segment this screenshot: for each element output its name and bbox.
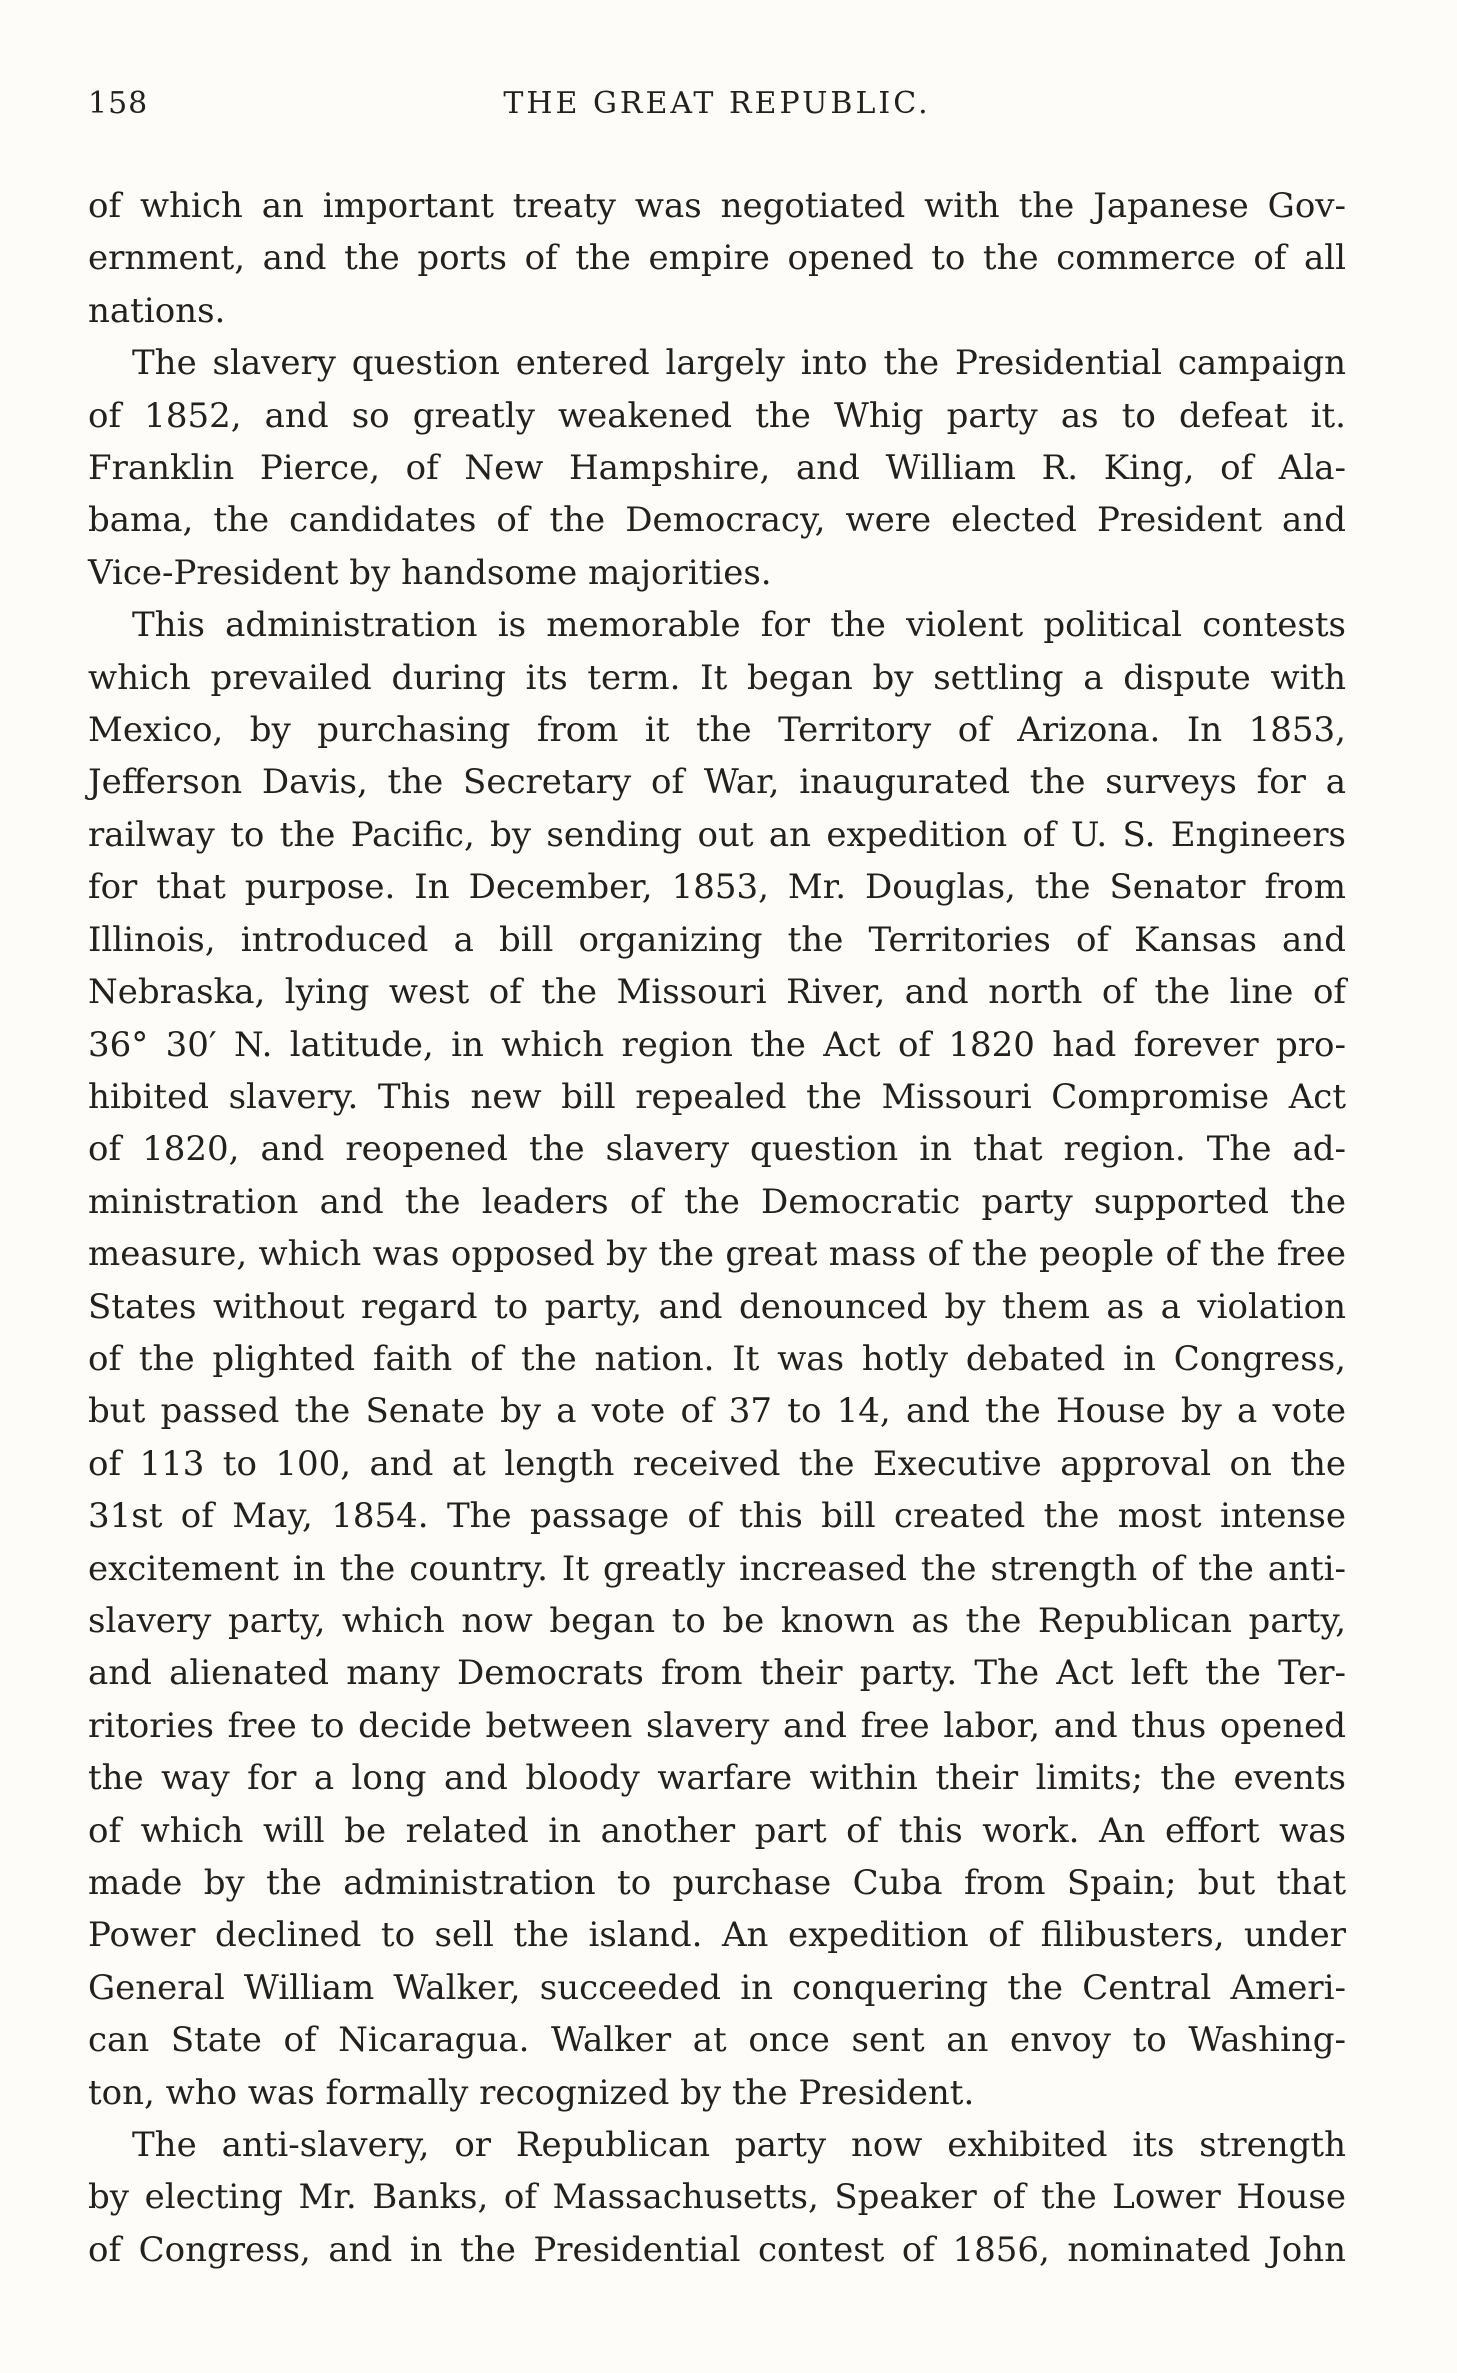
- paragraph: [88, 2119, 1346, 2276]
- paragraph: [88, 599, 1346, 2119]
- text-line: ton, who was formally recognized by the President.: [88, 2072, 975, 2113]
- text-line: but passed the Senate by a vote of 37 to 14, and the House by a vote: [88, 1391, 1346, 1432]
- text-line: nations.: [88, 290, 226, 331]
- text-line: of which will be related in another part of this work. An effort was: [88, 1810, 1346, 1851]
- text-line: Nebraska, lying west of the Missouri River, and north of the line of: [88, 972, 1346, 1013]
- text-line: Mexico, by purchasing from it the Territory of Arizona. In 1853,: [88, 710, 1346, 751]
- text-line: 31st of May, 1854. The passage of this bill created the most intense: [88, 1496, 1346, 1537]
- text-line: can State of Nicaragua. Walker at once sent an envoy to Washing-: [88, 2020, 1346, 2061]
- text-line: The slavery question entered largely into the Presidential campaign: [132, 343, 1346, 384]
- text-line: of 1852, and so greatly weakened the Whig party as to defeat it.: [88, 395, 1346, 436]
- text-line: slavery party, which now began to be known as the Republican party,: [88, 1600, 1346, 1641]
- book-page: [88, 86, 1346, 2276]
- text-line: of 1820, and reopened the slavery question in that region. The ad-: [88, 1129, 1346, 1170]
- text-line: excitement in the country. It greatly increased the strength of the anti-: [88, 1548, 1346, 1589]
- running-title: THE GREAT REPUBLIC.: [503, 86, 931, 121]
- text-line: 36° 30′ N. latitude, in which region the Act of 1820 had forever pro-: [88, 1024, 1346, 1065]
- text-line: ernment, and the ports of the empire opened to the commerce of all: [88, 238, 1346, 279]
- text-line: Franklin Pierce, of New Hampshire, and William R. King, of Ala-: [88, 448, 1346, 489]
- text-line: the way for a long and bloody warfare within their limits; the events: [88, 1758, 1346, 1799]
- paragraph: [88, 337, 1346, 599]
- text-line: by electing Mr. Banks, of Massachusetts, Speaker of the Lower House: [88, 2177, 1346, 2218]
- running-head: [88, 86, 1346, 130]
- text-line: of which an important treaty was negotiated with the Japanese Gov-: [88, 186, 1346, 226]
- text-line: Power declined to sell the island. An expedition of filibusters, under: [88, 1915, 1346, 1956]
- text-line: Illinois, introduced a bill organizing the Territories of Kansas and: [88, 919, 1346, 960]
- text-line: and alienated many Democrats from their party. The Act left the Ter-: [88, 1653, 1346, 1694]
- text-line: ministration and the leaders of the Democratic party supported the: [88, 1181, 1346, 1222]
- text-line: The anti-slavery, or Republican party now exhibited its strength: [132, 2125, 1346, 2166]
- text-line: Vice-President by handsome majorities.: [88, 552, 772, 593]
- text-line: for that purpose. In December, 1853, Mr. Douglas, the Senator from: [88, 867, 1346, 908]
- text-line: railway to the Pacific, by sending out an expedition of U. S. Engineers: [88, 814, 1346, 855]
- text-line: of 113 to 100, and at length received the Executive approval on the: [88, 1443, 1346, 1484]
- text-line: of Congress, and in the Presidential contest of 1856, nominated John: [88, 2229, 1346, 2270]
- text-line: made by the administration to purchase Cuba from Spain; but that: [88, 1863, 1346, 1903]
- text-line: measure, which was opposed by the great mass of the people of the free: [88, 1234, 1346, 1275]
- text-line: General William Walker, succeeded in conquering the Central Ameri-: [88, 1967, 1346, 2008]
- text-line: ritories free to decide between slavery and free labor, and thus opened: [88, 1705, 1346, 1746]
- body-text: [88, 180, 1346, 2276]
- text-line: of the plighted faith of the nation. It was hotly debated in Congress,: [88, 1338, 1346, 1379]
- text-line: This administration is memorable for the violent political contests: [132, 605, 1346, 646]
- page-number: 158: [88, 86, 149, 121]
- text-line: which prevailed during its term. It began by settling a dispute with: [88, 657, 1346, 698]
- paragraph: [88, 180, 1346, 337]
- text-line: Jefferson Davis, the Secretary of War, inaugurated the surveys for a: [88, 762, 1346, 803]
- text-line: hibited slavery. This new bill repealed the Missouri Compromise Act: [88, 1076, 1346, 1117]
- text-line: bama, the candidates of the Democracy, were elected President and: [88, 500, 1346, 541]
- text-line: States without regard to party, and denounced by them as a violation: [88, 1286, 1346, 1327]
